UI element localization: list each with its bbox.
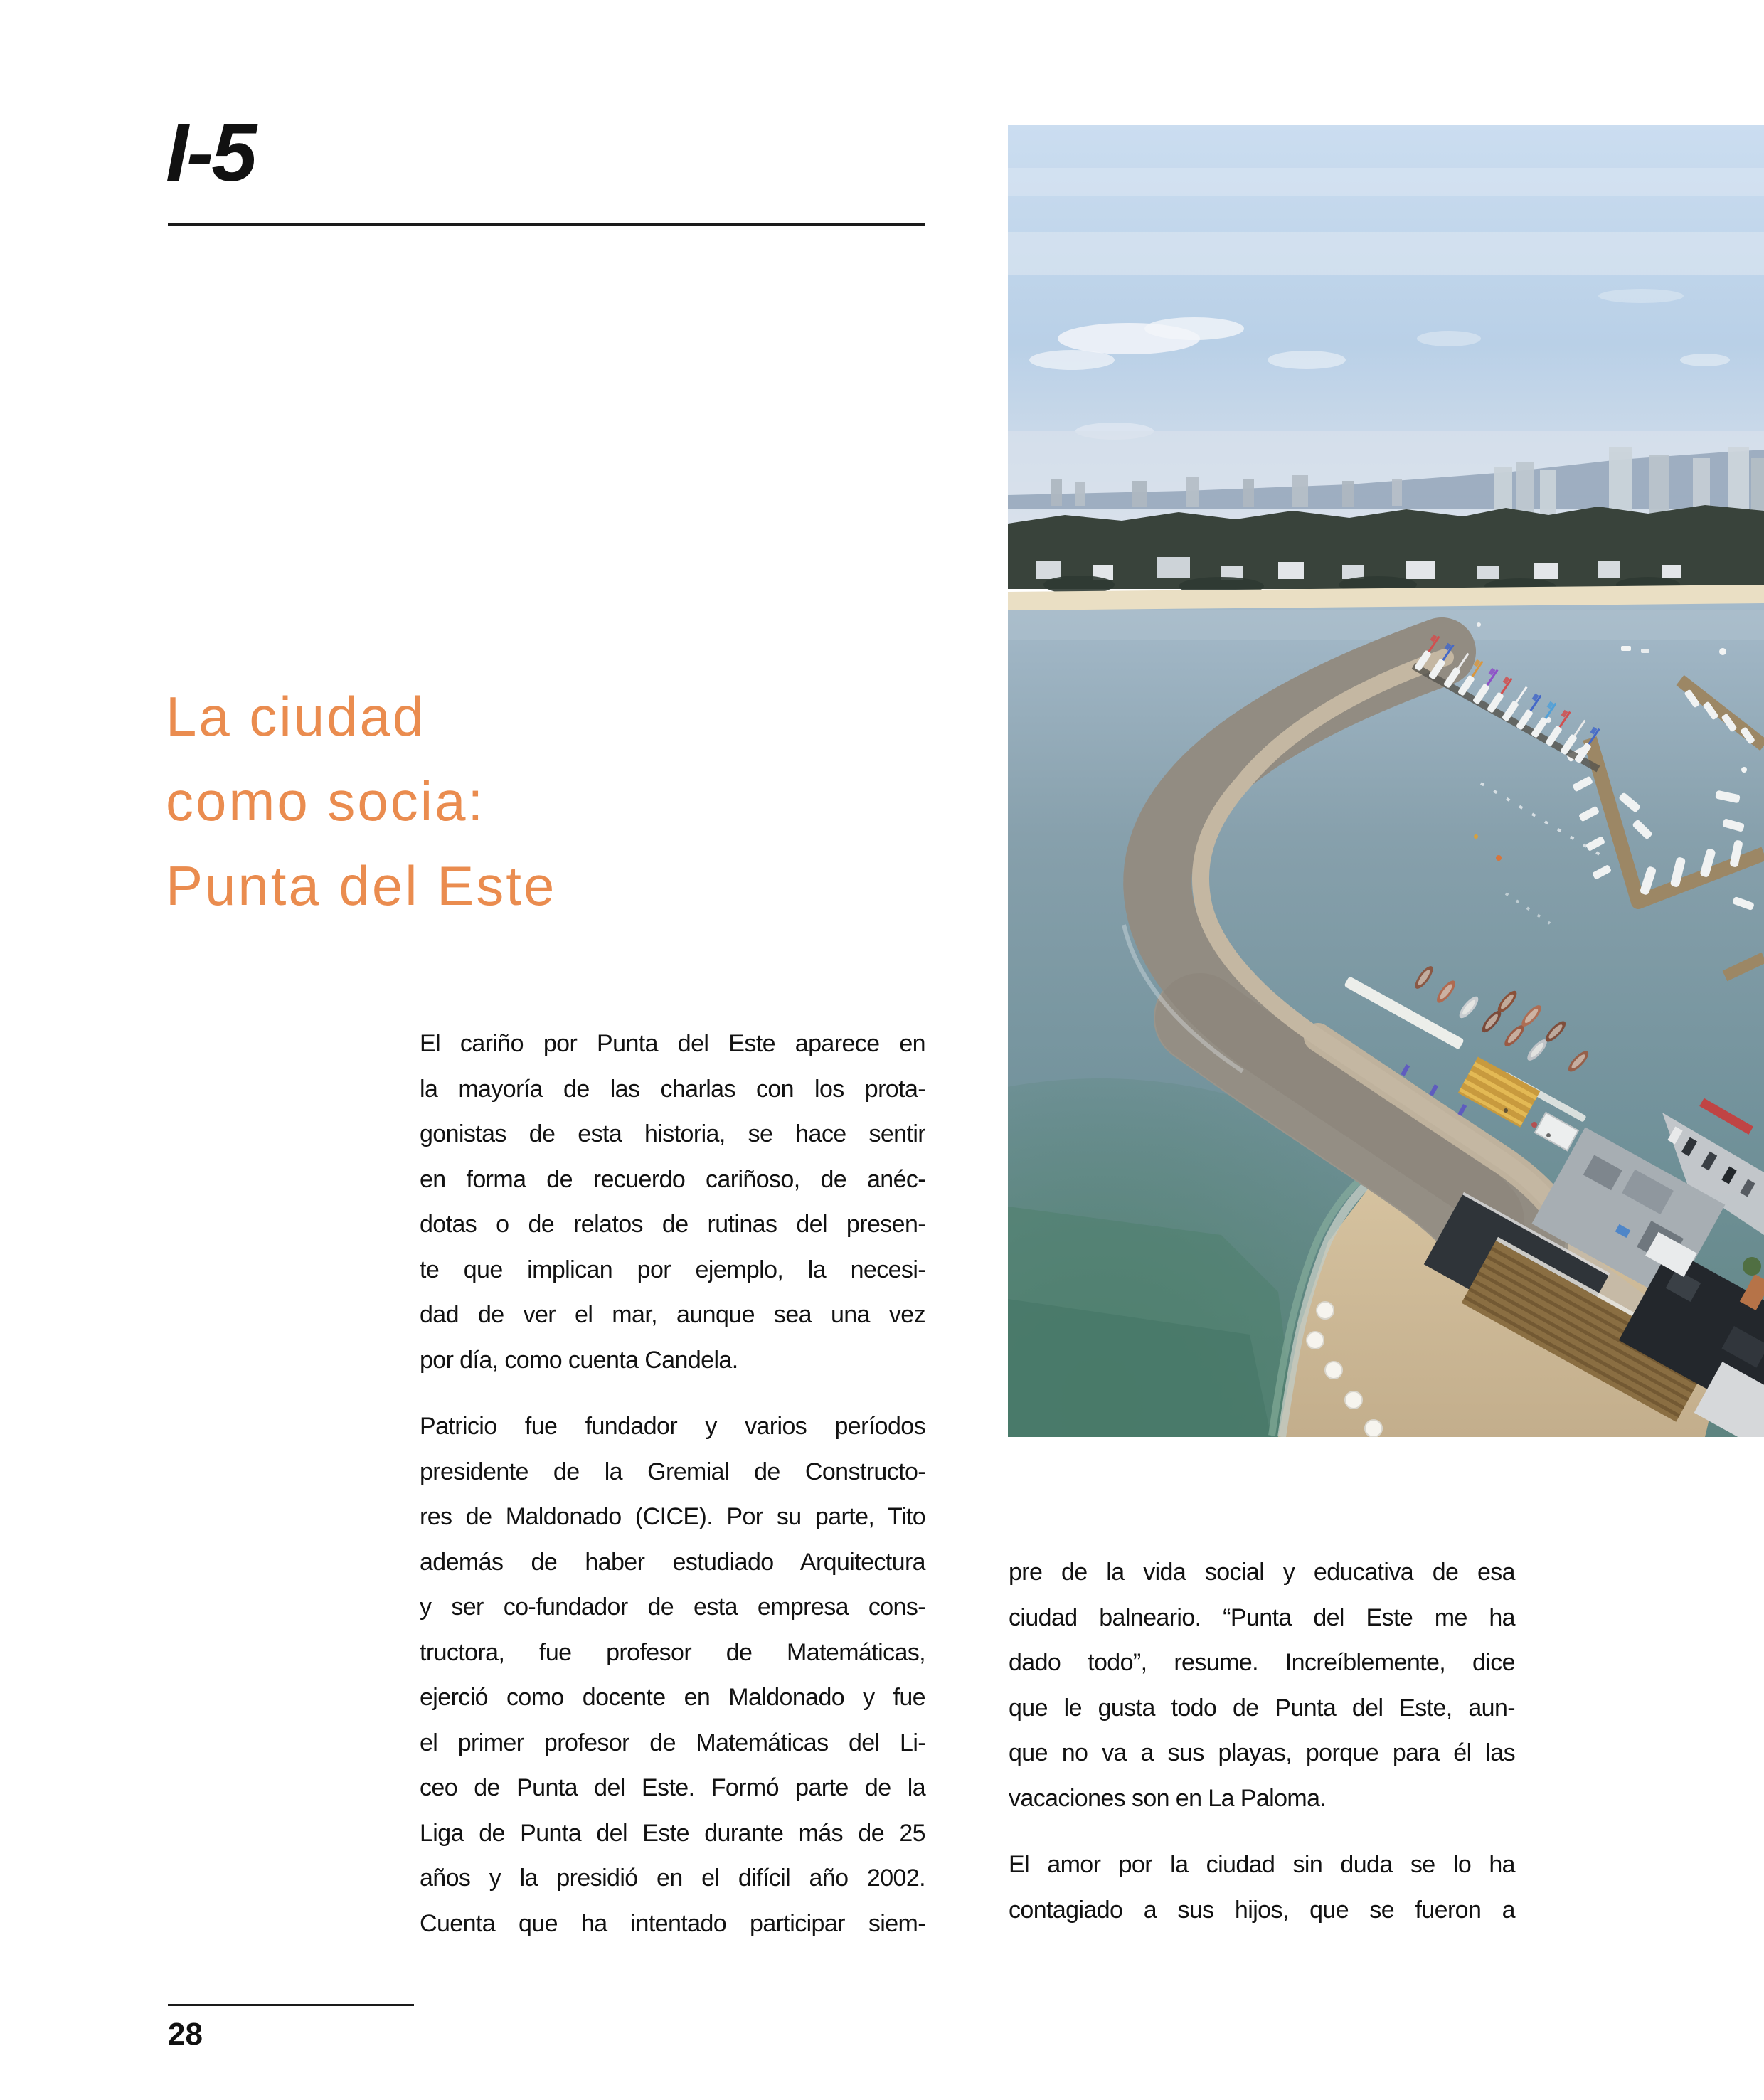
header-rule [168,223,925,226]
text-line: Liga de Punta del Este durante más de 25 [420,1819,925,1847]
text-line: dado todo”, resume. Increíblemente, dice [1009,1649,1515,1676]
heading-line: como socia: [166,770,486,832]
text-line: Cuenta que ha intentado participar siem- [420,1909,925,1937]
text-line: dad de ver el mar, aunque sea una vez [420,1301,925,1328]
text-line: res de Maldonado (CICE). Por su parte, Tito [420,1503,925,1530]
text-line: por día, como cuenta Candela. [420,1346,738,1374]
text-line: El amor por la ciudad sin duda se lo ha [1009,1851,1515,1878]
text-line: pre de la vida social y educativa de esa [1009,1559,1515,1586]
text-line: ceo de Punta del Este. Formó parte de la [420,1774,925,1801]
heading-line: La ciudad [166,685,426,748]
paragraph [420,1022,925,1383]
text-line: Patricio fue fundador y varios períodos [420,1413,925,1440]
text-line: además de haber estudiado Arquitectura [420,1548,925,1576]
chapter-label: I-5 [166,107,255,198]
text-line: vacaciones son en La Paloma. [1009,1784,1327,1812]
text-line: años y la presidió en el difícil año 2002. [420,1865,925,1892]
text-line: que le gusta todo de Punta del Este, aun- [1009,1694,1515,1722]
text-line: dotas o de relatos de rutinas del presen- [420,1211,925,1238]
text-line: tructora, fue profesor de Matemáticas, [420,1638,925,1666]
text-line: el primer profesor de Matemáticas del Li- [420,1729,925,1756]
text-line: y ser co-fundador de esta empresa cons- [420,1593,925,1621]
page-number: 28 [168,2017,203,2052]
text-line: contagiado a sus hijos, que se fueron a [1009,1896,1515,1924]
paragraph [420,1404,925,1946]
harbor-photo [1008,125,1764,1437]
paragraph [1009,1842,1515,1933]
left-text-column [420,1022,925,1946]
chapter-title [166,674,556,928]
right-text-column [1009,1550,1515,1933]
text-line: gonistas de esta historia, se hace sentir [420,1120,925,1147]
text-line: te que implican por ejemplo, la necesi- [420,1256,925,1283]
footer-rule [168,2004,414,2006]
text-line: la mayoría de las charlas con los prota- [420,1075,925,1103]
text-line: ciudad balneario. “Punta del Este me ha [1009,1603,1515,1631]
heading-line: Punta del Este [166,854,557,917]
harbor-photo-illustration [1008,125,1764,1437]
text-line: presidente de la Gremial de Constructo- [420,1458,925,1485]
paragraph [1009,1550,1515,1821]
text-line: en forma de recuerdo cariñoso, de anéc- [420,1165,925,1193]
text-line: El cariño por Punta del Este aparece en [420,1030,925,1057]
text-line: ejerció como docente en Maldonado y fue [420,1684,925,1711]
text-line: que no va a sus playas, porque para él las [1009,1739,1515,1766]
